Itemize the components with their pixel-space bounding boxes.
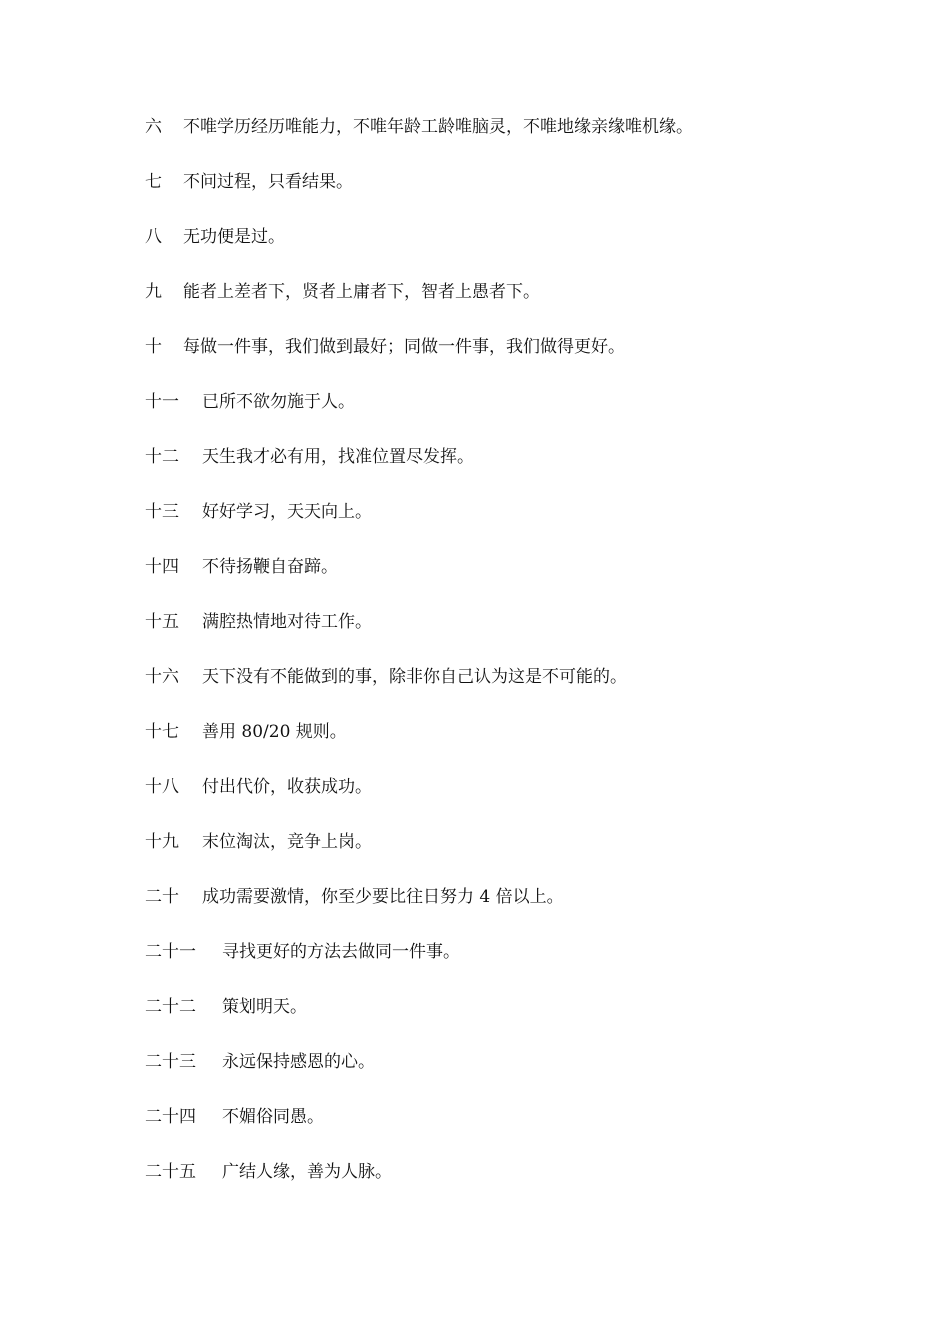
item-text: 善用 80/20 规则。 [202,722,347,742]
item-number: 二十一 [145,942,196,962]
item-number: 十六 [145,667,179,687]
item-number: 二十五 [145,1162,196,1182]
item-text: 能者上差者下，贤者上庸者下，智者上愚者下。 [183,282,540,302]
list-item [145,993,845,1048]
principles-list [145,113,845,1213]
item-number: 六 [145,117,162,137]
list-item [145,718,845,773]
item-number: 二十四 [145,1107,196,1127]
item-text: 不媚俗同愚。 [222,1107,324,1127]
item-number: 七 [145,172,162,192]
list-item [145,168,845,223]
item-text: 不问过程，只看结果。 [183,172,353,192]
list-item [145,443,845,498]
item-text: 好好学习，天天向上。 [202,502,372,522]
item-number: 十三 [145,502,179,522]
item-text: 永远保持感恩的心。 [222,1052,375,1072]
item-number: 十四 [145,557,179,577]
item-text: 广结人缘，善为人脉。 [222,1162,392,1182]
list-item [145,938,845,993]
item-number: 八 [145,227,162,247]
item-number: 九 [145,282,162,302]
item-number: 十七 [145,722,179,742]
list-item [145,498,845,553]
list-item [145,113,845,168]
item-number: 十八 [145,777,179,797]
list-item [145,388,845,443]
item-text: 无功便是过。 [183,227,285,247]
item-text: 每做一件事，我们做到最好；同做一件事，我们做得更好。 [183,337,625,357]
item-number: 十二 [145,447,179,467]
item-text: 付出代价，收获成功。 [202,777,372,797]
list-item [145,278,845,333]
list-item [145,223,845,278]
list-item [145,1103,845,1158]
item-number: 十一 [145,392,179,412]
item-text: 已所不欲勿施于人。 [202,392,355,412]
item-number: 二十三 [145,1052,196,1072]
list-item [145,828,845,883]
item-text: 天生我才必有用，找准位置尽发挥。 [202,447,474,467]
item-text: 寻找更好的方法去做同一件事。 [222,942,460,962]
list-item [145,553,845,608]
item-number: 二十 [145,887,179,907]
item-text: 策划明天。 [222,997,307,1017]
item-text: 成功需要激情，你至少要比往日努力 4 倍以上。 [202,887,564,907]
list-item [145,883,845,938]
item-text: 不唯学历经历唯能力，不唯年龄工龄唯脑灵，不唯地缘亲缘唯机缘。 [183,117,693,137]
list-item [145,663,845,718]
item-text: 末位淘汰，竞争上岗。 [202,832,372,852]
item-number: 十九 [145,832,179,852]
item-number: 十五 [145,612,179,632]
item-text: 天下没有不能做到的事，除非你自己认为这是不可能的。 [202,667,627,687]
item-number: 十 [145,337,162,357]
item-text: 不待扬鞭自奋蹄。 [202,557,338,577]
item-text: 满腔热情地对待工作。 [202,612,372,632]
list-item [145,773,845,828]
list-item [145,1048,845,1103]
item-number: 二十二 [145,997,196,1017]
list-item [145,608,845,663]
list-item [145,1158,845,1213]
list-item [145,333,845,388]
